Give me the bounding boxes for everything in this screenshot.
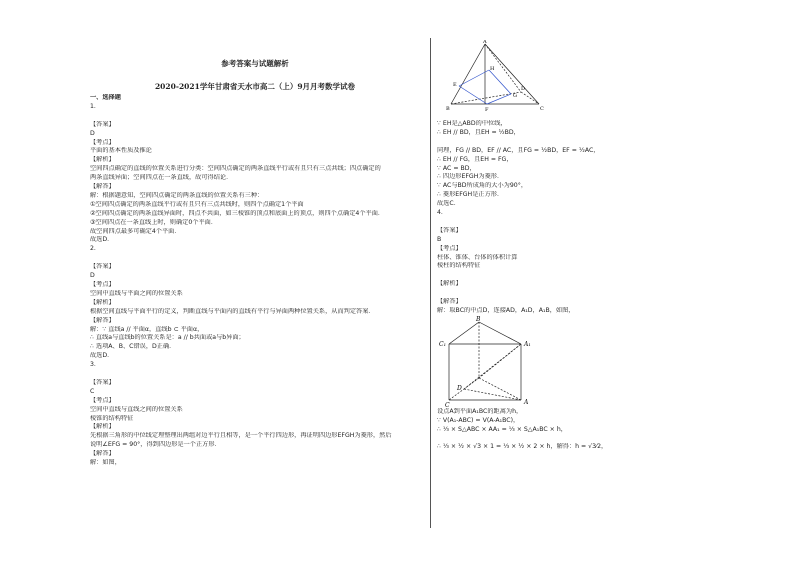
text-line: 【解析】 <box>437 280 462 288</box>
text-line: 【解析】 <box>90 298 115 306</box>
text-line: ①空间四点确定的两条直线平行或有且只有三点共线时，则四个点确定1个平面 <box>90 200 304 208</box>
text-line: 【答案】 <box>437 226 462 234</box>
text-line: 先根据三角形的中位线定理整理出两组对边平行且相等，是一个平行四边形，再证明四边形EFGH为菱形，然后 <box>90 432 392 440</box>
page-title: 参考答案与试题解析 <box>221 59 289 68</box>
text-line <box>90 370 420 379</box>
exam-subtitle: 2020-2021学年甘肃省天水市高二（上）9月月考数学试卷 <box>154 82 356 91</box>
text-line: 一、选择题 <box>90 94 121 101</box>
fig1-label-c: C <box>540 106 544 112</box>
text-line: 【答案】 <box>90 120 115 128</box>
fig1-label-d: D <box>521 86 526 92</box>
text-line: ∴ ⅓ × S△ABC × AA₁ = ⅓ × S△A₁BC × h， <box>437 425 567 433</box>
text-line: 棱锥的结构特征 <box>90 414 134 422</box>
text-line: 【考点】 <box>90 138 115 146</box>
text-line: B <box>437 235 442 243</box>
fig2-label-d: D <box>457 384 462 392</box>
text-line: 同理，FG // BD，EF // AC，且FG = ½BD，EF = ½AC， <box>437 146 600 154</box>
fig1-label-g: G <box>513 93 517 99</box>
text-line: 解：根据题意知，空间四点确定的两条直线的位置关系有三种： <box>90 191 264 199</box>
fig1-label-f: F <box>485 107 489 113</box>
text-line: 【解答】 <box>437 298 462 306</box>
text-line: 【考点】 <box>437 244 462 252</box>
text-line: 【解析】 <box>90 423 115 431</box>
fig2-label-c: C <box>445 401 450 408</box>
text-line: 【解答】 <box>90 183 115 191</box>
text-line: C <box>90 387 95 395</box>
text-line: 【解答】 <box>90 450 115 458</box>
text-line: 【考点】 <box>90 396 115 404</box>
text-line: ∴ 四边形EFGH为菱形． <box>437 173 504 181</box>
fig1-label-h: H <box>490 66 495 72</box>
text-line: ∴ 菱形EFGH是正方形． <box>437 191 504 199</box>
text-line: D <box>90 129 95 137</box>
text-line: 设点A到平面A₁BC的距离为h， <box>437 407 523 415</box>
text-line: 根据空间直线与平面平行的定义，判断直线与平面内的直线有平行与异面两种位置关系，从而判定答案． <box>90 307 375 315</box>
text-line: ∵ EH是△ABD的中位线， <box>437 120 507 127</box>
text-line: ∵ AC与BD所成角的大小为90°， <box>437 182 528 190</box>
text-line <box>437 218 737 227</box>
text-line <box>90 112 420 121</box>
text-line: 解：取BC的中点D，连接AD，A₁D，A₁B，如图， <box>437 306 575 314</box>
text-line: 故选C． <box>437 200 460 208</box>
text-line: D <box>90 272 95 280</box>
fig1-label-a: A <box>483 40 487 45</box>
text-line: 4. <box>437 209 443 217</box>
text-line: 2. <box>90 245 96 253</box>
text-line: 空间四点确定的直线的位置关系进行分类：空间四点确定的两条直线平行或有且只有三点共线；四点确定的 <box>90 165 381 173</box>
text-line: ∴ 直线a与直线b的位置关系是：a // b共面或a与b异面； <box>90 334 245 342</box>
prism-figure <box>439 316 549 408</box>
text-line: 【考点】 <box>90 281 115 288</box>
text-line <box>437 289 737 298</box>
text-line: 【答案】 <box>90 263 115 271</box>
text-line: 解：∵ 直线a // 平面α，直线b ⊂ 平面α， <box>90 325 204 333</box>
column-divider <box>430 38 431 528</box>
text-line: 平面的基本性质及推论 <box>90 147 152 155</box>
text-line: ②空间四点确定的两条直线异面时，四点不共面，如三棱锥的顶点和底面上的顶点，则四个点确定4个平面． <box>90 209 385 217</box>
text-line: ③空间四点在一条直线上时，则确定0个平面． <box>90 218 218 226</box>
text-line <box>437 138 737 147</box>
text-line: 故选D． <box>90 236 114 244</box>
text-line: 3. <box>90 361 96 369</box>
text-line: 故空间四点最多可确定4个平面． <box>90 227 181 235</box>
fig2-label-c1: C₁ <box>439 340 446 348</box>
text-line: ∴ 选项A、B、C错误，D正确． <box>90 343 176 351</box>
text-line: 【答案】 <box>90 378 115 386</box>
text-line: 故选D． <box>90 352 114 360</box>
text-line: 【解析】 <box>90 156 115 164</box>
right-column <box>437 40 737 452</box>
text-line: ∵ V(A₁-ABC) = V(A-A₁BC)， <box>437 416 520 424</box>
text-line: ∴ ⅓ × ½ × √3 × 1 = ⅓ × ½ × 2 × h，解得：h = √3⁄2， <box>437 443 608 451</box>
text-line: 棱柱的结构特征 <box>437 262 481 270</box>
fig2-label-b: B <box>476 315 481 323</box>
text-line: 两条直线异面；空间四点在一条直线，故可得结论． <box>90 174 233 182</box>
text-line: 柱体、锥体、台体的体积计算 <box>437 253 518 261</box>
text-line: 空间中直线与直线之间的位置关系 <box>90 405 183 413</box>
fig1-label-b: B <box>446 106 450 112</box>
text-line <box>437 435 737 444</box>
text-line <box>90 254 420 263</box>
text-line: ∴ EH // FG，且EH = FG， <box>437 155 513 163</box>
text-line <box>437 271 737 280</box>
text-line: ∵ AC = BD， <box>437 164 476 172</box>
text-line: 解：如图， <box>90 459 121 467</box>
fig2-label-a: A <box>524 398 529 406</box>
left-column <box>90 94 420 468</box>
text-line: ∴ EH // BD，且EH = ½BD， <box>437 128 520 136</box>
tetrahedron-figure <box>441 40 551 120</box>
text-line: 说明∠EFG = 90°，得到四边形是一个正方形． <box>90 441 221 449</box>
text-line: 1. <box>90 102 96 110</box>
text-line: 【解答】 <box>90 316 115 324</box>
fig1-label-e: E <box>453 82 457 88</box>
text-line: 空间中直线与平面之间的位置关系 <box>90 289 183 297</box>
fig2-label-a1: A₁ <box>524 340 531 348</box>
